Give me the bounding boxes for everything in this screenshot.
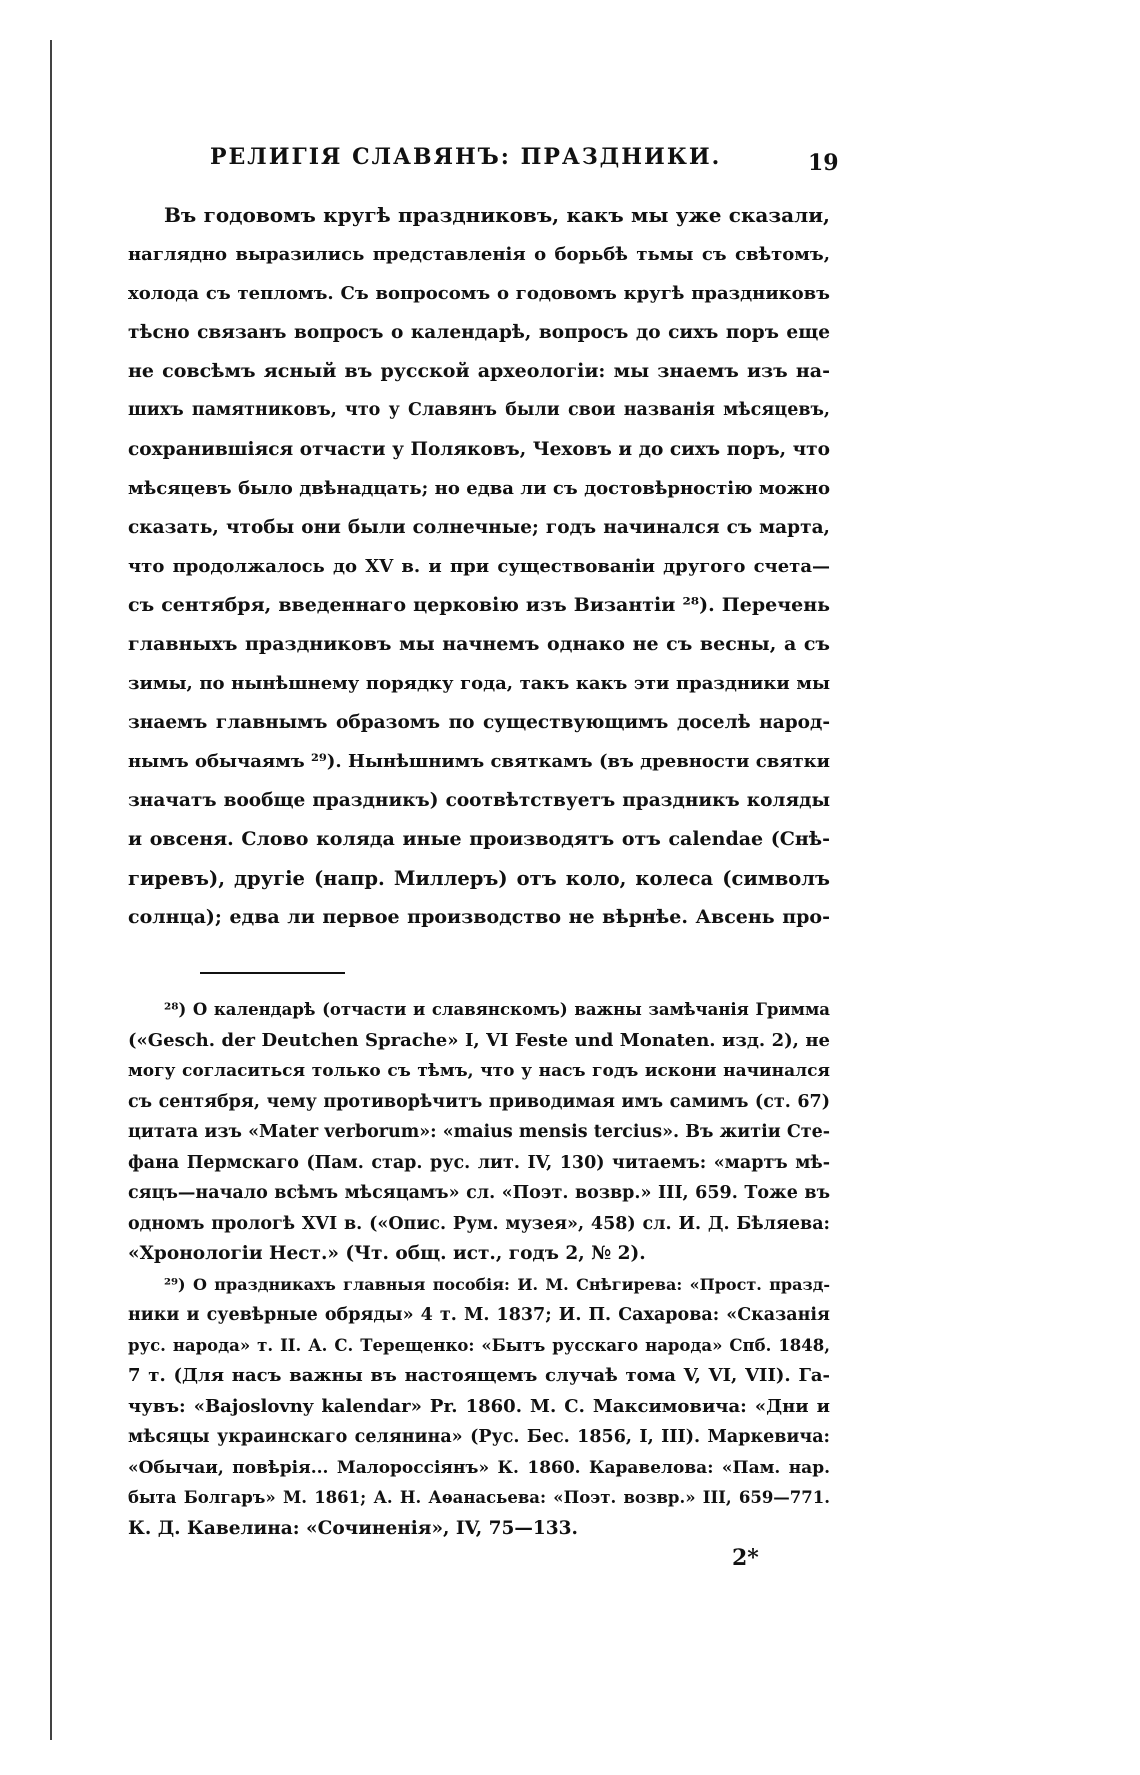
footnote-line: фана Пермскаго (Пам. стар. рус. лит. IV, 130) читаемъ: «мартъ мѣ- xyxy=(128,1152,830,1173)
body-line: нымъ обычаямъ ²⁹). Нынѣшнимъ святкамъ (въ древности святки xyxy=(128,751,830,772)
footnote-line: сяцъ—начало всѣмъ мѣсяцамъ» сл. «Поэт. возвр.» III, 659. Тоже въ xyxy=(128,1183,830,1203)
body-line: съ сентября, введеннаго церковію изъ Византіи ²⁸). Перечень xyxy=(128,594,830,616)
body-text xyxy=(128,196,830,937)
footnote-line: 7 т. (Для насъ важны въ настоящемъ случаѣ тома V, VI, VII). Га- xyxy=(128,1365,830,1386)
signature-mark: 2* xyxy=(732,1545,759,1571)
footnote-line: быта Болгаръ» М. 1861; А. Н. Аѳанасьева: «Поэт. возвр.» III, 659—771. xyxy=(128,1488,830,1507)
footnote-rule xyxy=(200,972,345,974)
footnote-line: «Обычаи, повѣрія... Малороссіянъ» К. 1860. Каравелова: «Пам. нар. xyxy=(128,1457,830,1478)
body-line: солнца); едва ли первое производство не вѣрнѣе. Авсень про- xyxy=(128,906,830,928)
body-line: гиревъ), другіе (напр. Миллеръ) отъ коло, колеса (символъ xyxy=(128,867,830,890)
body-line: значатъ вообще праздникъ) соотвѣтствуетъ праздникъ коляды xyxy=(128,790,830,811)
footnote-line: («Gesch. der Deutchen Sprache» I, VI Feste und Monaten. изд. 2), не xyxy=(128,1029,830,1051)
body-line: мѣсяцевъ было двѣнадцать; но едва ли съ достовѣрностію можно xyxy=(128,478,830,499)
body-line: шихъ памятниковъ, что у Славянъ были свои названія мѣсяцевъ, xyxy=(128,400,830,420)
body-line: Въ годовомъ кругѣ праздниковъ, какъ мы уже сказали, xyxy=(164,203,830,227)
body-line: главныхъ праздниковъ мы начнемъ однако не съ весны, а съ xyxy=(128,633,830,655)
footnote-line: одномъ прологѣ XVI в. («Опис. Рум. музея», 458) сл. И. Д. Бѣляева: xyxy=(128,1213,830,1234)
page-number: 19 xyxy=(808,150,839,176)
body-line: зимы, по нынѣшнему порядку года, такъ какъ эти праздники мы xyxy=(128,673,830,694)
footnote-line: ники и суевѣрные обряды» 4 т. М. 1837; И. П. Сахарова: «Сказанія xyxy=(128,1305,830,1325)
running-head: РЕЛИГІЯ СЛАВЯНЪ: ПРАЗДНИКИ. xyxy=(210,144,722,170)
footnote-line: ²⁸) О календарѣ (отчасти и славянскомъ) важны замѣчанія Гримма xyxy=(164,1000,830,1019)
footnote-line: цитата изъ «Mater verborum»: «maius mensis tercius». Въ житіи Сте- xyxy=(128,1122,830,1142)
footnote-line: рус. народа» т. II. А. С. Терещенко: «Бытъ русскаго народа» Спб. 1848, xyxy=(128,1335,830,1355)
page-edge-line xyxy=(50,40,52,1740)
footnote-line: могу согласиться только съ тѣмъ, что у насъ годъ искони начинался xyxy=(128,1061,830,1081)
footnote-line: съ сентября, чему противорѣчитъ приводимая имъ самимъ (ст. 67) xyxy=(128,1091,830,1112)
body-line: и овсеня. Слово коляда иные производятъ отъ calendae (Снѣ- xyxy=(128,828,830,850)
body-line: наглядно выразились представленія о борьбѣ тьмы съ свѣтомъ, xyxy=(128,244,830,265)
footnote-line: «Хронологіи Нест.» (Чт. общ. ист., годъ 2, № 2). xyxy=(128,1243,646,1264)
footnote-line: ²⁹) О праздникахъ главныя пособія: И. М. Снѣгирева: «Прост. празд- xyxy=(164,1274,830,1294)
body-line: что продолжалось до XV в. и при существованіи другого счета— xyxy=(128,556,830,577)
footnote-line: мѣсяцы украинскаго селянина» (Рус. Бес. 1856, I, III). Маркевича: xyxy=(128,1427,830,1447)
body-line: сохранившіяся отчасти у Поляковъ, Чеховъ и до сихъ поръ, что xyxy=(128,439,830,460)
body-line: холода съ тепломъ. Съ вопросомъ о годовомъ кругѣ праздниковъ xyxy=(128,283,830,304)
footnote-line: чувъ: «Bajoslovny kalendar» Pr. 1860. М. С. Максимовича: «Дни и xyxy=(128,1395,830,1417)
body-line: не совсѣмъ ясный въ русской археологіи: мы знаемъ изъ на- xyxy=(128,360,830,382)
body-line: тѣсно связанъ вопросъ о календарѣ, вопросъ до сихъ поръ еще xyxy=(128,322,830,343)
body-line: сказать, чтобы они были солнечные; годъ начинался съ марта, xyxy=(128,517,830,538)
footnotes xyxy=(128,995,830,1544)
footnote-line: К. Д. Кавелина: «Сочиненія», IV, 75—133. xyxy=(128,1517,578,1539)
body-line: знаемъ главнымъ образомъ по существующимъ доселѣ народ- xyxy=(128,712,830,733)
